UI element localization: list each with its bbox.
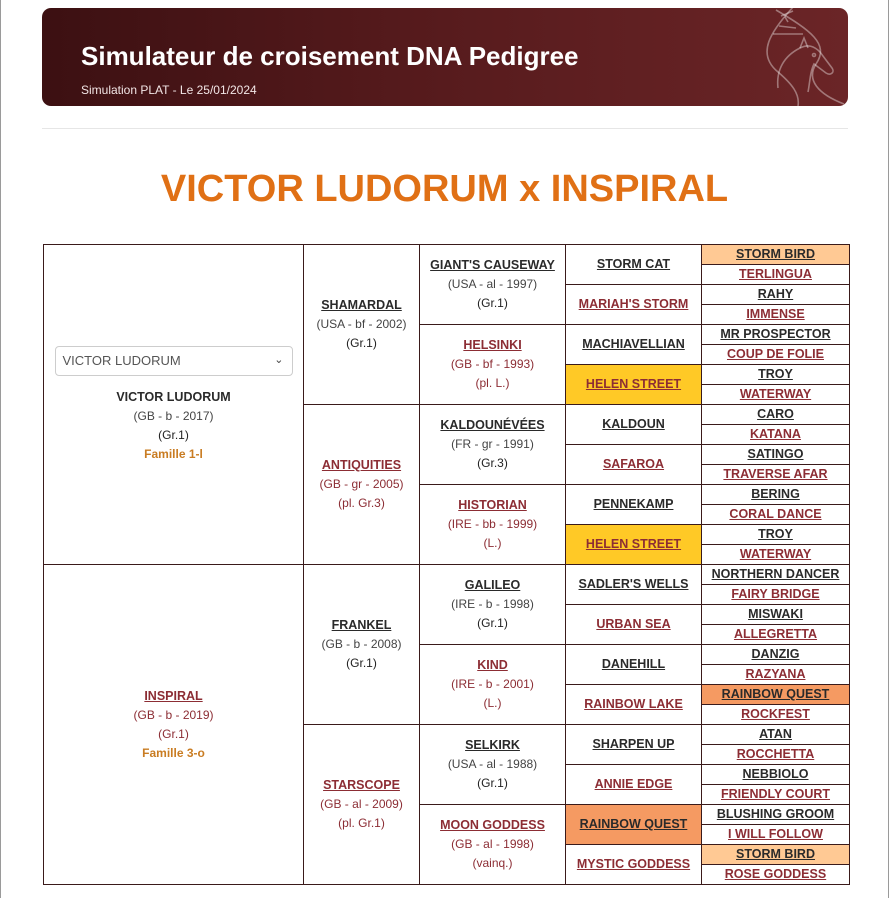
horse-name-link[interactable]: NEBBIOLO xyxy=(742,767,809,781)
gen5-cell xyxy=(702,745,850,765)
horse-name-link[interactable]: RAHY xyxy=(757,287,794,301)
horse-name-link[interactable]: ROCCHETTA xyxy=(736,747,815,761)
horse-name-link[interactable]: FAIRY BRIDGE xyxy=(731,587,820,601)
app-title: Simulateur de croisement DNA Pedigree xyxy=(81,41,579,71)
gen2-cell xyxy=(304,405,420,565)
horse-name-link[interactable]: STORM BIRD xyxy=(736,247,815,261)
horse-name-link[interactable]: KATANA xyxy=(750,427,801,441)
horse-name-link[interactable]: GALILEO xyxy=(464,578,521,592)
horse-name-link[interactable]: SAFAROA xyxy=(602,457,665,471)
gen5-cell xyxy=(702,605,850,625)
horse-name-link[interactable]: RAINBOW QUEST xyxy=(721,687,830,701)
gen4-cell xyxy=(566,525,702,565)
sire-rank: (Gr.1) xyxy=(158,427,189,442)
horse-name-link[interactable]: TERLINGUA xyxy=(739,267,812,281)
gen5-cell xyxy=(702,565,850,585)
horse-details: (IRE - b - 2001) xyxy=(451,677,534,691)
gen5-cell xyxy=(702,585,850,605)
gen5-cell xyxy=(702,285,850,305)
gen5-cell xyxy=(702,345,850,365)
horse-name-link[interactable]: CARO xyxy=(757,407,794,421)
gen4-cell xyxy=(566,725,702,765)
sire-name: VICTOR LUDORUM xyxy=(116,389,231,404)
dam-name[interactable]: INSPIRAL xyxy=(144,688,203,703)
horse-name-link[interactable]: STORM BIRD xyxy=(736,847,815,861)
horse-name-link[interactable]: IMMENSE xyxy=(746,307,805,321)
gen5-cell xyxy=(702,425,850,445)
horse-name-link[interactable]: SATINGO xyxy=(747,447,804,461)
horse-name-link[interactable]: BLUSHING GROOM xyxy=(716,807,835,821)
gen2-cell xyxy=(304,725,420,885)
horse-details: (GB - bf - 1993) xyxy=(450,357,535,371)
gen4-cell xyxy=(566,405,702,445)
horse-name-link[interactable]: ANTIQUITIES xyxy=(321,458,402,472)
dam-cell xyxy=(44,565,304,885)
gen5-cell xyxy=(702,545,850,565)
gen2-cell xyxy=(304,565,420,725)
horse-name-link[interactable]: HISTORIAN xyxy=(458,498,527,512)
pedigree-table xyxy=(43,244,850,885)
gen3-cell xyxy=(420,645,566,725)
gen5-cell xyxy=(702,865,850,885)
horse-rank: (Gr.1) xyxy=(346,336,377,350)
horse-name-link[interactable]: TROY xyxy=(758,367,793,381)
gen5-cell xyxy=(702,445,850,465)
horse-rank: (Gr.1) xyxy=(477,776,508,790)
horse-details: (FR - gr - 1991) xyxy=(451,437,534,451)
horse-name-link[interactable]: RAZYANA xyxy=(745,667,806,681)
horse-name-link[interactable]: NORTHERN DANCER xyxy=(711,567,840,581)
horse-details: (GB - al - 1998) xyxy=(451,837,534,851)
horse-name-link[interactable]: KIND xyxy=(477,658,508,672)
horse-name-link[interactable]: ALLEGRETTA xyxy=(733,627,818,641)
gen5-cell xyxy=(702,505,850,525)
gen5-cell xyxy=(702,825,850,845)
simulation-subtitle: Simulation PLAT - Le 25/01/2024 xyxy=(81,83,257,97)
horse-name-link[interactable]: STORM CAT xyxy=(596,257,671,271)
gen4-cell xyxy=(566,325,702,365)
header-banner xyxy=(42,8,848,106)
horse-name-link[interactable]: SADLER'S WELLS xyxy=(578,577,689,591)
gen3-cell xyxy=(420,725,566,805)
horse-name-link[interactable]: MOON GODDESS xyxy=(440,818,545,832)
gen3-cell xyxy=(420,245,566,325)
horse-name-link[interactable]: WATERWAY xyxy=(739,547,812,561)
gen4-cell xyxy=(566,645,702,685)
gen3-cell xyxy=(420,805,566,885)
gen5-cell xyxy=(702,705,850,725)
horse-details: (GB - al - 2009) xyxy=(320,797,403,811)
horse-name-link[interactable]: STARSCOPE xyxy=(323,778,400,792)
gen5-cell xyxy=(702,385,850,405)
horse-rank: (Gr.1) xyxy=(477,616,508,630)
gen4-cell xyxy=(566,765,702,805)
horse-rank: (Gr.3) xyxy=(477,456,508,470)
gen4-cell xyxy=(566,845,702,885)
horse-name-link[interactable]: KALDOUN xyxy=(602,417,665,431)
horse-rank: (pl. Gr.1) xyxy=(338,816,385,830)
horse-name-link[interactable]: ROSE GODDESS xyxy=(724,867,827,881)
horse-details: (GB - b - 2008) xyxy=(321,637,402,651)
horse-rank: (Gr.1) xyxy=(477,296,508,310)
gen3-cell xyxy=(420,405,566,485)
cross-title: VICTOR LUDORUM x INSPIRAL xyxy=(160,168,729,210)
sire-family: Famille 1-l xyxy=(144,446,203,461)
sire-cell xyxy=(44,245,304,565)
gen5-cell xyxy=(702,625,850,645)
horse-rank: (pl. Gr.3) xyxy=(338,496,385,510)
chevron-down-icon: ⌄ xyxy=(274,354,284,366)
sire-details: (GB - b - 2017) xyxy=(133,408,214,423)
gen5-cell xyxy=(702,485,850,505)
stallion-select-value: VICTOR LUDORUM xyxy=(62,353,181,368)
horse-name-link[interactable]: I WILL FOLLOW xyxy=(728,827,823,841)
horse-details: (USA - al - 1988) xyxy=(447,757,538,771)
stallion-select[interactable] xyxy=(55,346,293,376)
dam-family: Famille 3-o xyxy=(142,745,205,760)
gen5-cell xyxy=(702,805,850,825)
gen4-cell xyxy=(566,805,702,845)
gen5-cell xyxy=(702,245,850,265)
dna-horse-logo-icon xyxy=(748,8,848,106)
gen5-cell xyxy=(702,365,850,385)
gen5-cell xyxy=(702,645,850,665)
horse-name-link[interactable]: FRIENDLY COURT xyxy=(720,787,831,801)
horse-name-link[interactable]: GIANT'S CAUSEWAY xyxy=(430,258,555,272)
header-divider xyxy=(42,128,848,129)
gen3-cell xyxy=(420,565,566,645)
gen5-cell xyxy=(702,525,850,545)
gen5-cell xyxy=(702,405,850,425)
horse-name-link[interactable]: URBAN SEA xyxy=(596,617,671,631)
horse-rank: (L.) xyxy=(483,696,502,710)
horse-name-link[interactable]: PENNEKAMP xyxy=(593,497,674,511)
horse-details: (GB - gr - 2005) xyxy=(319,477,404,491)
gen4-cell xyxy=(566,485,702,525)
horse-name-link[interactable]: TROY xyxy=(758,527,793,541)
horse-details: (USA - al - 1997) xyxy=(447,277,538,291)
horse-name-link[interactable]: WATERWAY xyxy=(739,387,812,401)
horse-name-link[interactable]: DANZIG xyxy=(751,647,800,661)
horse-rank: (Gr.1) xyxy=(346,656,377,670)
horse-name-link[interactable]: RAINBOW QUEST xyxy=(579,817,688,831)
horse-name-link[interactable]: HELEN STREET xyxy=(585,377,682,391)
horse-name-link[interactable]: BERING xyxy=(751,487,800,501)
dam-rank: (Gr.1) xyxy=(158,726,189,741)
horse-details: (IRE - bb - 1999) xyxy=(447,517,538,531)
gen4-cell xyxy=(566,605,702,645)
gen4-cell xyxy=(566,565,702,605)
horse-name-link[interactable]: FRANKEL xyxy=(331,618,392,632)
horse-rank: (pl. L.) xyxy=(475,376,510,390)
horse-rank: (L.) xyxy=(483,536,502,550)
horse-rank: (vainq.) xyxy=(472,856,513,870)
gen5-cell xyxy=(702,845,850,865)
gen5-cell xyxy=(702,465,850,485)
gen4-cell xyxy=(566,685,702,725)
horse-name-link[interactable]: ANNIE EDGE xyxy=(594,777,673,791)
gen3-cell xyxy=(420,485,566,565)
gen4-cell xyxy=(566,285,702,325)
horse-name-link[interactable]: DANEHILL xyxy=(601,657,666,671)
gen5-cell xyxy=(702,725,850,745)
gen2-cell xyxy=(304,245,420,405)
horse-name-link[interactable]: HELEN STREET xyxy=(585,537,682,551)
gen4-cell xyxy=(566,365,702,405)
horse-name-link[interactable]: SELKIRK xyxy=(465,738,520,752)
horse-name-link[interactable]: TRAVERSE AFAR xyxy=(723,467,828,481)
horse-details: (USA - bf - 2002) xyxy=(316,317,407,331)
horse-details: (IRE - b - 1998) xyxy=(451,597,534,611)
horse-name-link[interactable]: HELSINKI xyxy=(463,338,522,352)
gen4-cell xyxy=(566,245,702,285)
horse-name-link[interactable]: MYSTIC GODDESS xyxy=(576,857,691,871)
gen5-cell xyxy=(702,305,850,325)
horse-name-link[interactable]: MACHIAVELLIAN xyxy=(582,337,685,351)
horse-name-link[interactable]: ATAN xyxy=(759,727,792,741)
horse-name-link[interactable]: MARIAH'S STORM xyxy=(578,297,689,311)
horse-name-link[interactable]: RAINBOW LAKE xyxy=(584,697,683,711)
horse-name-link[interactable]: ROCKFEST xyxy=(741,707,810,721)
dam-details: (GB - b - 2019) xyxy=(133,707,214,722)
gen5-cell xyxy=(702,765,850,785)
horse-name-link[interactable]: CORAL DANCE xyxy=(729,507,822,521)
gen5-cell xyxy=(702,265,850,285)
gen5-cell xyxy=(702,785,850,805)
horse-name-link[interactable]: COUP DE FOLIE xyxy=(726,347,824,361)
horse-name-link[interactable]: MR PROSPECTOR xyxy=(720,327,831,341)
gen5-cell xyxy=(702,665,850,685)
horse-name-link[interactable]: SHARPEN UP xyxy=(592,737,675,751)
horse-name-link[interactable]: KALDOUNÉVÉES xyxy=(440,418,545,432)
gen3-cell xyxy=(420,325,566,405)
horse-name-link[interactable]: SHAMARDAL xyxy=(321,298,402,312)
gen5-cell xyxy=(702,685,850,705)
gen4-cell xyxy=(566,445,702,485)
horse-name-link[interactable]: MISWAKI xyxy=(748,607,803,621)
gen5-cell xyxy=(702,325,850,345)
